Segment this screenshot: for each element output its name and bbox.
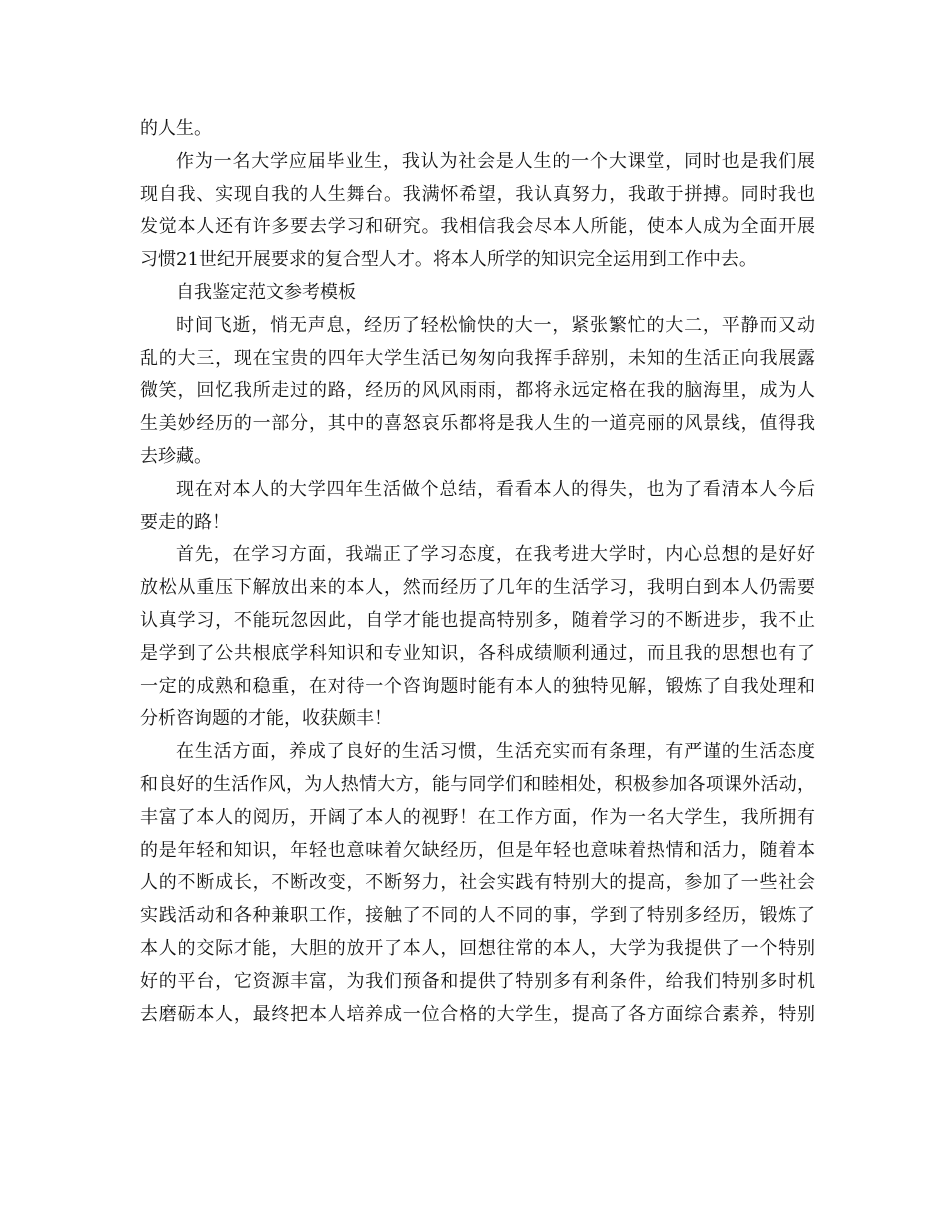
text-line: 现在对本人的大学四年生活做个总结，看看本人的得失，也为了看清本人今后 xyxy=(176,478,815,500)
text-line: 生美妙经历的一部分，其中的喜怒哀乐都将是我人生的一道亮丽的风景线，值得我 xyxy=(140,413,815,435)
document-body xyxy=(140,113,815,1031)
text-line: 一定的成熟和稳重，在对待一个咨询题时能有本人的独特见解，锻炼了自我处理和 xyxy=(140,675,815,697)
text-line: 好的平台，它资源丰富，为我们预备和提供了特别多有利条件，给我们特别多时机 xyxy=(140,970,815,992)
text-line: 放松从重压下解放出来的本人，然而经历了几年的生活学习，我明白到本人仍需要 xyxy=(140,577,815,599)
text-line: 去珍藏。 xyxy=(140,445,212,467)
text-line: 本人的交际才能，大胆的放开了本人，回想往常的本人，大学为我提供了一个特别 xyxy=(140,937,815,959)
text-line: 现自我、实现自我的人生舞台。我满怀希望，我认真努力，我敢于拼搏。同时我也 xyxy=(140,183,815,205)
text-line: 在生活方面，养成了良好的生活习惯，生活充实而有条理，有严谨的生活态度 xyxy=(176,741,815,763)
text-line: 实践活动和各种兼职工作，接触了不同的人不同的事，学到了特别多经历，锻炼了 xyxy=(140,905,815,927)
text-line: 去磨砺本人，最终把本人培养成一位合格的大学生，提高了各方面综合素养，特别 xyxy=(140,1003,815,1025)
text-line: 认真学习，不能玩忽因此，自学才能也提高特别多，随着学习的不断进步，我不止 xyxy=(140,609,815,631)
text-line: 是学到了公共根底学科知识和专业知识，各科成绩顺利通过，而且我的思想也有了 xyxy=(140,642,815,664)
text-line: 要走的路！ xyxy=(140,511,230,533)
text-line: 丰富了本人的阅历，开阔了本人的视野！在工作方面，作为一名大学生，我所拥有 xyxy=(140,806,815,828)
text-line: 微笑，回忆我所走过的路，经历的风风雨雨，都将永远定格在我的脑海里，成为人 xyxy=(140,380,815,402)
text-line: 乱的大三，现在宝贵的四年大学生活已匆匆向我挥手辞别，未知的生活正向我展露 xyxy=(140,347,815,369)
text-line: 和良好的生活作风，为人热情大方，能与同学们和睦相处，积极参加各项课外活动， xyxy=(140,773,815,795)
text-line: 习惯21世纪开展要求的复合型人才。将本人所学的知识完全运用到工作中去。 xyxy=(140,249,757,271)
text-line: 发觉本人还有许多要去学习和研究。我相信我会尽本人所能，使本人成为全面开展 xyxy=(140,216,815,238)
text-line: 的是年轻和知识，年轻也意味着欠缺经历，但是年轻也意味着热情和活力，随着本 xyxy=(140,839,815,861)
text-line: 的人生。 xyxy=(140,118,212,139)
text-line: 时间飞逝，悄无声息，经历了轻松愉快的大一，紧张繁忙的大二，平静而又动 xyxy=(176,314,815,336)
section-heading: 自我鉴定范文参考模板 xyxy=(176,281,356,303)
text-line: 分析咨询题的才能，收获颇丰！ xyxy=(140,708,392,730)
text-line: 人的不断成长，不断改变，不断努力，社会实践有特别大的提高，参加了一些社会 xyxy=(140,872,815,894)
text-line: 作为一名大学应届毕业生，我认为社会是人生的一个大课堂，同时也是我们展 xyxy=(176,150,815,172)
text-line: 首先，在学习方面，我端正了学习态度，在我考进大学时，内心总想的是好好 xyxy=(176,544,815,566)
